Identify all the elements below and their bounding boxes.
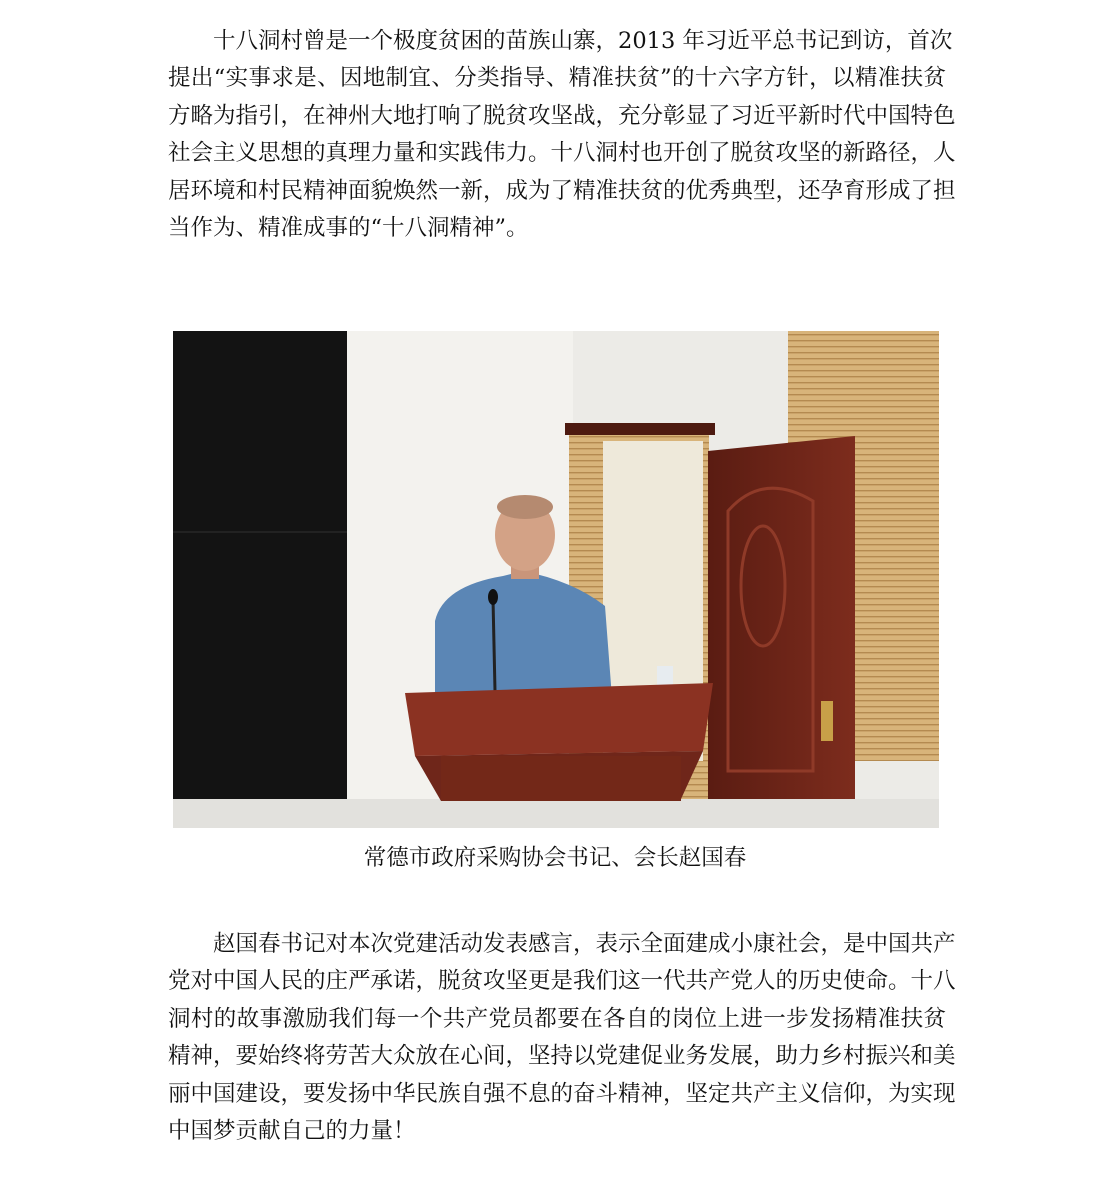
- paragraph-line: 党对中国人民的庄严承诺，脱贫攻坚更是我们这一代共产党人的历史使命。十八: [168, 968, 956, 995]
- paragraph-line: 方略为指引，在神州大地打响了脱贫攻坚战，充分彰显了习近平新时代中国特色: [168, 102, 956, 129]
- paragraph-line: 提出“实事求是、因地制宜、分类指导、精准扶贫”的十六字方针，以精准扶贫: [168, 65, 946, 92]
- speaker-photo: [173, 331, 939, 828]
- paragraph-line: 居环境和村民精神面貌焕然一新，成为了精准扶贫的优秀典型，还孕育形成了担: [168, 177, 956, 204]
- speaker-photo-illustration: [173, 331, 939, 828]
- photo-caption: 常德市政府采购协会书记、会长赵国春: [363, 845, 747, 871]
- paragraph-intro: [168, 23, 956, 247]
- paragraph-line: 精神，要始终将劳苦大众放在心间，坚持以党建促业务发展，助力乡村振兴和美: [168, 1043, 956, 1070]
- paragraph-line: 中国梦贡献自己的力量！: [168, 1117, 416, 1144]
- wall-screen: [173, 331, 347, 809]
- paragraph-line: 丽中国建设，要发扬中华民族自强不息的奋斗精神，坚定共产主义信仰，为实现: [168, 1080, 956, 1107]
- paragraph-line: 十八洞村曾是一个极度贫困的苗族山寨，2013 年习近平总书记到访，首次: [213, 28, 953, 54]
- podium: [405, 683, 713, 756]
- paragraph-line: 社会主义思想的真理力量和实践伟力。十八洞村也开创了脱贫攻坚的新路径，人: [168, 140, 956, 167]
- paragraph-line: 当作为、精准成事的“十八洞精神”。: [168, 214, 529, 241]
- paragraph-line: 赵国春书记对本次党建活动发表感言，表示全面建成小康社会，是中国共产: [213, 931, 956, 957]
- paragraph-line: 洞村的故事激励我们每一个共产党员都要在各自的岗位上进一步发扬精准扶贫: [168, 1005, 946, 1032]
- paragraph-reflection: [168, 926, 956, 1150]
